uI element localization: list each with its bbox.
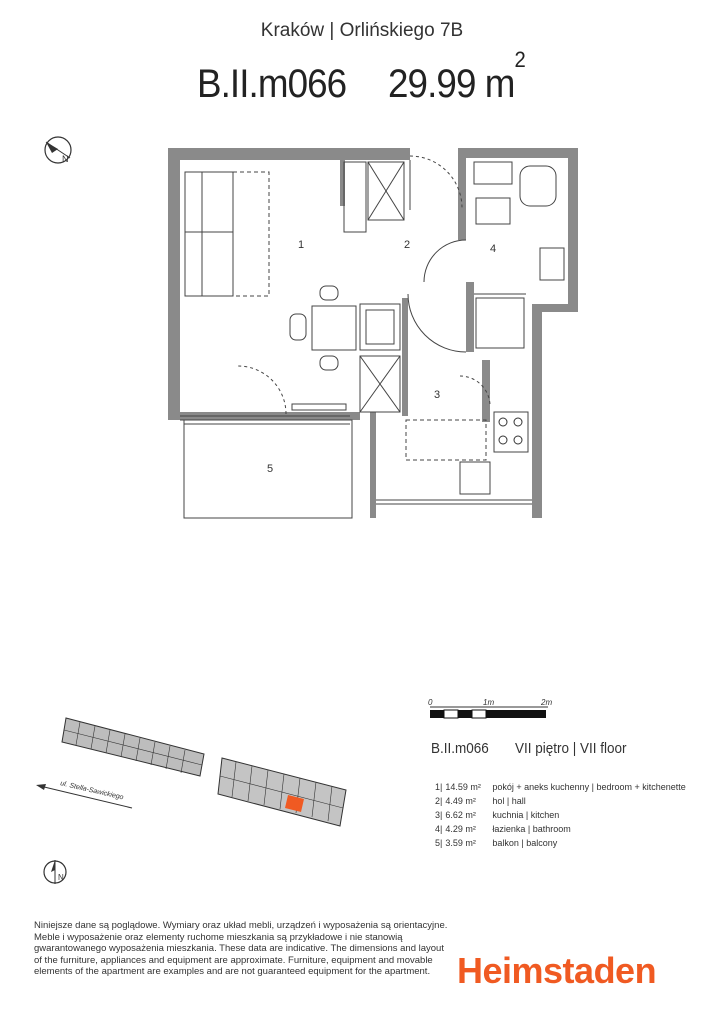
room-number-3: 3 [434,389,441,401]
total-area-unit-sup: 2 [514,46,525,72]
scale-tick-1m: 1m [483,698,495,707]
site-plan [36,718,346,884]
sep: | [440,824,443,834]
room-row [428,823,689,837]
room-num: 4 [434,824,440,834]
room-area: 4.49 m² [445,796,476,806]
stove-icon [499,418,522,444]
room-name: balkon | balcony [492,838,558,848]
room-name: kuchnia | kitchen [492,810,560,820]
room-area: 3.59 m² [445,838,476,848]
room-area: 6.62 m² [445,810,476,820]
room-number-5: 5 [267,463,274,475]
room-name: łazienka | bathroom [492,824,571,834]
sep: | [440,838,443,848]
info-apartment-code: B.II.m066 [431,740,489,757]
room-area: 14.59 m² [445,782,481,792]
room-num: 3 [434,810,440,820]
info-floor: VII piętro | VII floor [515,740,627,757]
disclaimer: Niniejsze dane są poglądowe. Wymiary oraz układ mebli, urządzeń i wyposażenia są orientacyjne. Meble i wyposażenie oraz elementy ruchome mieszkania są przykładowe i nie stanowią gwarantowanego wyposażenia mieszkania. These data are indicative. The dimensions and layout of the furniture, appliances and equipment are approximate. Furniture, equipment and movable elements of the apartment are examples and are not guaranteed equipment for the apartment. [34,920,448,977]
room-num: 2 [434,796,440,806]
room-number-1: 1 [298,239,305,251]
room-row [428,809,689,823]
room-number-4: 4 [490,243,497,255]
room-row [428,795,689,809]
north-compass-site-icon [44,860,66,884]
room-name: pokój + aneks kuchenny | bedroom + kitchenette [492,782,686,792]
room-list [428,781,689,851]
sep: | [440,810,443,820]
room-number-2: 2 [404,239,411,251]
total-area-value: 29.99 m [388,62,515,106]
north-label-site: N [58,873,64,882]
address: Kraków | Orlińskiego 7B [260,20,464,41]
walls [168,148,578,518]
north-label-top: N [62,154,69,164]
north-compass-icon [45,137,71,164]
room-num: 1 [434,782,440,792]
room-num: 5 [434,838,440,848]
room-row [428,781,689,795]
sep: | [440,782,443,792]
scale-tick-2m: 2m [541,698,553,707]
apartment-code-title: B.II.m066 [197,62,347,106]
scale-bar [428,698,552,718]
street-label: ul. Stella-Sawickiego [59,780,125,802]
room-name: hol | hall [492,796,526,806]
brand-logo: Heimstaden [457,950,657,991]
room-row [428,837,689,851]
sep: | [440,796,443,806]
room-area: 4.29 m² [445,824,476,834]
scale-tick-0: 0 [428,698,433,707]
